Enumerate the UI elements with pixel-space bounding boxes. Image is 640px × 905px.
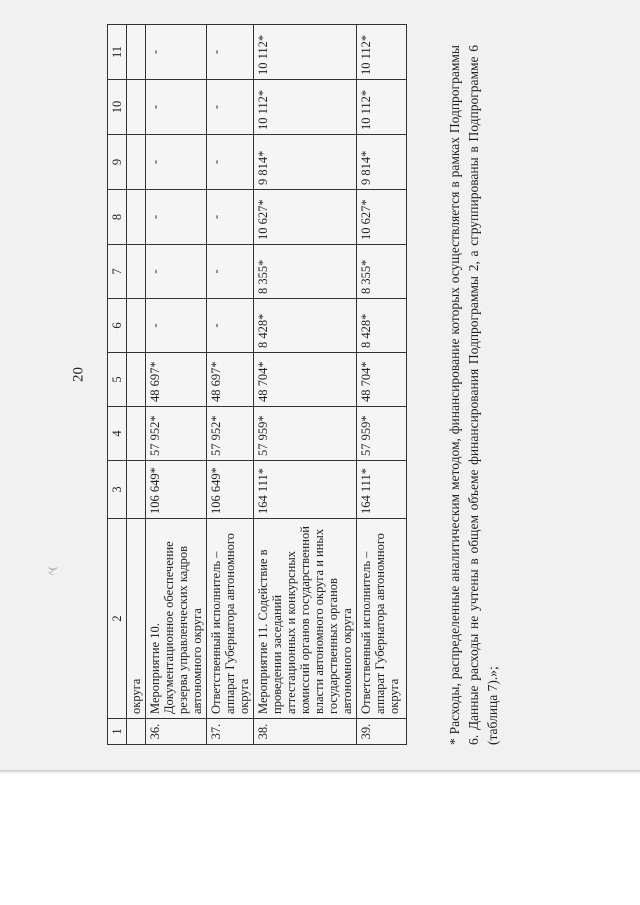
row-number: 37.	[207, 719, 254, 745]
column-number: 2	[108, 519, 127, 719]
table-cell: 10 112*	[357, 25, 407, 80]
column-number: 8	[108, 190, 127, 245]
table-cell	[127, 190, 146, 245]
table-cell: 106 649*	[207, 461, 254, 519]
table-row	[357, 25, 407, 745]
column-number: 6	[108, 299, 127, 353]
table-cell: -	[207, 299, 254, 353]
row-description: Мероприятие 11. Содействие в проведении заседаний аттестационных и конкурсных комиссий органов государственной власти автономного округа и иных государственных органов автономного округа	[254, 519, 357, 719]
table-cell	[127, 245, 146, 299]
table-row	[207, 25, 254, 745]
column-number: 1	[108, 719, 127, 745]
row-number: 36.	[146, 719, 207, 745]
table-cell: 57 959*	[254, 407, 357, 461]
footnote: * Расходы, распределенные аналитическим методом, финансирование которых осуществляется в рамках Подпрограммы 6. Данные расходы не учтены в общем объеме финансирования Подпрограммы 2, а сгруппированы в Подпрограмме 6 (таблица 7).»;	[447, 45, 500, 745]
column-number: 11	[108, 25, 127, 80]
table-cell: -	[146, 135, 207, 190]
table-cell: 8 355*	[357, 245, 407, 299]
table-cell: 48 704*	[357, 353, 407, 407]
table-cell: 57 952*	[207, 407, 254, 461]
table-cell: -	[146, 190, 207, 245]
table-cell: округа	[127, 519, 146, 719]
table-cell: -	[146, 245, 207, 299]
table-cell	[127, 135, 146, 190]
table-cell: 106 649*	[146, 461, 207, 519]
table-cell: 10 627*	[254, 190, 357, 245]
scan-edge	[0, 770, 640, 774]
table-cell: 10 112*	[357, 80, 407, 135]
table-cell: -	[207, 245, 254, 299]
column-number: 5	[108, 353, 127, 407]
table-cell: 164 111*	[254, 461, 357, 519]
column-number: 4	[108, 407, 127, 461]
continuation-row	[127, 25, 146, 745]
table-cell: -	[146, 25, 207, 80]
row-description: Ответственный исполнитель – аппарат Губернатора автономного округа	[207, 519, 254, 719]
table-cell: 10 112*	[254, 80, 357, 135]
table-cell	[127, 461, 146, 519]
page-number: 20	[70, 367, 87, 382]
table-cell: -	[146, 299, 207, 353]
column-number: 7	[108, 245, 127, 299]
table-cell	[127, 25, 146, 80]
scan-mark: ^(	[46, 566, 59, 576]
column-number: 9	[108, 135, 127, 190]
table-cell: -	[207, 135, 254, 190]
column-number: 10	[108, 80, 127, 135]
table-cell: -	[146, 80, 207, 135]
table-cell	[127, 80, 146, 135]
table-cell: 10 627*	[357, 190, 407, 245]
table-cell: 57 952*	[146, 407, 207, 461]
table-cell: 164 111*	[357, 461, 407, 519]
table-row	[146, 25, 207, 745]
rotated-content	[107, 25, 516, 745]
table-cell: 48 704*	[254, 353, 357, 407]
column-number-row	[108, 25, 127, 745]
table-cell: 10 112*	[254, 25, 357, 80]
table-cell	[127, 299, 146, 353]
table-cell: -	[207, 190, 254, 245]
table-cell: 8 355*	[254, 245, 357, 299]
table-cell: -	[207, 25, 254, 80]
row-description: Мероприятие 10. Документационное обеспечение резерва управленческих кадров автономного округа	[146, 519, 207, 719]
table-cell: 48 697*	[207, 353, 254, 407]
table-cell: 8 428*	[254, 299, 357, 353]
table-cell	[127, 353, 146, 407]
column-number: 3	[108, 461, 127, 519]
table-cell: 8 428*	[357, 299, 407, 353]
row-number: 39.	[357, 719, 407, 745]
table-cell: 9 814*	[254, 135, 357, 190]
table-cell: 9 814*	[357, 135, 407, 190]
row-description: Ответственный исполнитель – аппарат Губернатора автономного округа	[357, 519, 407, 719]
table-cell: 48 697*	[146, 353, 207, 407]
table-cell	[127, 719, 146, 745]
table-row	[254, 25, 357, 745]
row-number: 38.	[254, 719, 357, 745]
table-cell	[127, 407, 146, 461]
financing-table	[107, 24, 407, 745]
table-cell: -	[207, 80, 254, 135]
table-cell: 57 959*	[357, 407, 407, 461]
